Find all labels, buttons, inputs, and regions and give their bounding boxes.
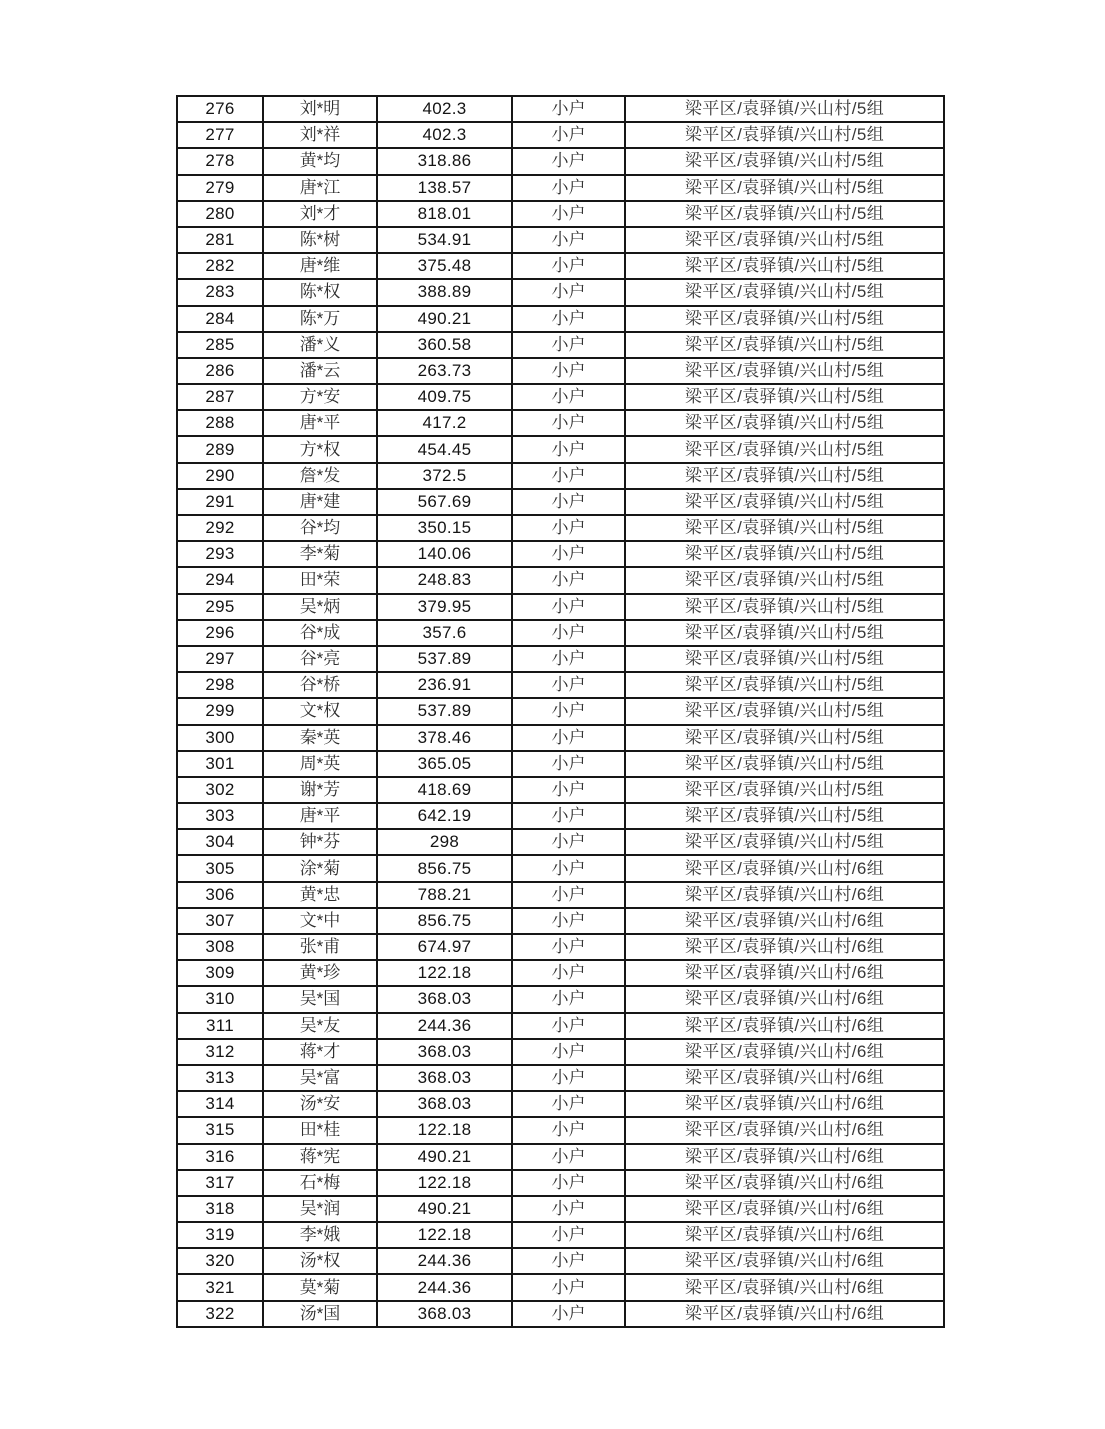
table-row [177, 463, 944, 489]
household-type-cell: 小户 [512, 541, 625, 567]
household-type-cell: 小户 [512, 777, 625, 803]
row-number-cell: 315 [177, 1117, 263, 1143]
household-type-cell: 小户 [512, 1091, 625, 1117]
name-cell: 莫*菊 [263, 1274, 377, 1300]
row-number-cell: 294 [177, 567, 263, 593]
table-row [177, 279, 944, 305]
row-number-cell: 287 [177, 384, 263, 410]
household-type-cell: 小户 [512, 751, 625, 777]
row-number-cell: 313 [177, 1065, 263, 1091]
household-type-cell: 小户 [512, 201, 625, 227]
row-number-cell: 300 [177, 725, 263, 751]
name-cell: 谷*亮 [263, 646, 377, 672]
row-number-cell: 304 [177, 829, 263, 855]
name-cell: 张*甫 [263, 934, 377, 960]
address-cell: 梁平区/袁驿镇/兴山村/5组 [625, 358, 944, 384]
household-type-cell: 小户 [512, 410, 625, 436]
household-type-cell: 小户 [512, 567, 625, 593]
table-row [177, 1170, 944, 1196]
address-cell: 梁平区/袁驿镇/兴山村/5组 [625, 725, 944, 751]
table-row [177, 855, 944, 881]
household-type-cell: 小户 [512, 1065, 625, 1091]
row-number-cell: 302 [177, 777, 263, 803]
amount-cell: 122.18 [377, 1117, 512, 1143]
household-type-cell: 小户 [512, 358, 625, 384]
table-row [177, 908, 944, 934]
address-cell: 梁平区/袁驿镇/兴山村/6组 [625, 1144, 944, 1170]
row-number-cell: 297 [177, 646, 263, 672]
row-number-cell: 299 [177, 698, 263, 724]
table-row [177, 882, 944, 908]
address-cell: 梁平区/袁驿镇/兴山村/5组 [625, 175, 944, 201]
name-cell: 吴*友 [263, 1013, 377, 1039]
row-number-cell: 303 [177, 803, 263, 829]
household-type-cell: 小户 [512, 1170, 625, 1196]
address-cell: 梁平区/袁驿镇/兴山村/6组 [625, 1091, 944, 1117]
amount-cell: 248.83 [377, 567, 512, 593]
table-row [177, 594, 944, 620]
name-cell: 詹*发 [263, 463, 377, 489]
name-cell: 蒋*才 [263, 1039, 377, 1065]
table-row [177, 306, 944, 332]
name-cell: 陈*万 [263, 306, 377, 332]
amount-cell: 454.45 [377, 436, 512, 462]
row-number-cell: 289 [177, 436, 263, 462]
name-cell: 黄*均 [263, 148, 377, 174]
row-number-cell: 309 [177, 960, 263, 986]
table-row [177, 1248, 944, 1274]
row-number-cell: 308 [177, 934, 263, 960]
household-type-cell: 小户 [512, 384, 625, 410]
table-row [177, 253, 944, 279]
row-number-cell: 298 [177, 672, 263, 698]
row-number-cell: 311 [177, 1013, 263, 1039]
row-number-cell: 316 [177, 1144, 263, 1170]
name-cell: 潘*义 [263, 332, 377, 358]
table-row [177, 332, 944, 358]
household-type-cell: 小户 [512, 882, 625, 908]
address-cell: 梁平区/袁驿镇/兴山村/5组 [625, 698, 944, 724]
name-cell: 唐*平 [263, 410, 377, 436]
name-cell: 田*桂 [263, 1117, 377, 1143]
table-row [177, 567, 944, 593]
amount-cell: 360.58 [377, 332, 512, 358]
household-type-cell: 小户 [512, 855, 625, 881]
amount-cell: 263.73 [377, 358, 512, 384]
table-row [177, 1013, 944, 1039]
table-row [177, 227, 944, 253]
amount-cell: 372.5 [377, 463, 512, 489]
row-number-cell: 282 [177, 253, 263, 279]
household-type-cell: 小户 [512, 1274, 625, 1300]
name-cell: 刘*才 [263, 201, 377, 227]
row-number-cell: 277 [177, 122, 263, 148]
row-number-cell: 293 [177, 541, 263, 567]
name-cell: 周*英 [263, 751, 377, 777]
household-type-cell: 小户 [512, 227, 625, 253]
household-type-cell: 小户 [512, 1039, 625, 1065]
address-cell: 梁平区/袁驿镇/兴山村/5组 [625, 410, 944, 436]
amount-cell: 368.03 [377, 1039, 512, 1065]
name-cell: 陈*权 [263, 279, 377, 305]
household-data-table [176, 95, 945, 1328]
address-cell: 梁平区/袁驿镇/兴山村/5组 [625, 148, 944, 174]
household-type-cell: 小户 [512, 332, 625, 358]
table-row [177, 1222, 944, 1248]
row-number-cell: 312 [177, 1039, 263, 1065]
name-cell: 秦*英 [263, 725, 377, 751]
row-number-cell: 276 [177, 96, 263, 122]
table-row [177, 96, 944, 122]
name-cell: 刘*祥 [263, 122, 377, 148]
address-cell: 梁平区/袁驿镇/兴山村/6组 [625, 960, 944, 986]
household-type-cell: 小户 [512, 1117, 625, 1143]
household-type-cell: 小户 [512, 515, 625, 541]
name-cell: 唐*维 [263, 253, 377, 279]
table-row [177, 672, 944, 698]
table-row [177, 803, 944, 829]
row-number-cell: 310 [177, 986, 263, 1012]
row-number-cell: 318 [177, 1196, 263, 1222]
address-cell: 梁平区/袁驿镇/兴山村/5组 [625, 803, 944, 829]
row-number-cell: 284 [177, 306, 263, 332]
name-cell: 石*梅 [263, 1170, 377, 1196]
table-body [177, 96, 944, 1327]
household-type-cell: 小户 [512, 489, 625, 515]
name-cell: 田*荣 [263, 567, 377, 593]
row-number-cell: 288 [177, 410, 263, 436]
household-type-cell: 小户 [512, 698, 625, 724]
amount-cell: 138.57 [377, 175, 512, 201]
amount-cell: 818.01 [377, 201, 512, 227]
household-type-cell: 小户 [512, 934, 625, 960]
address-cell: 梁平区/袁驿镇/兴山村/5组 [625, 751, 944, 777]
address-cell: 梁平区/袁驿镇/兴山村/5组 [625, 829, 944, 855]
address-cell: 梁平区/袁驿镇/兴山村/5组 [625, 227, 944, 253]
table-row [177, 620, 944, 646]
amount-cell: 856.75 [377, 855, 512, 881]
name-cell: 涂*菊 [263, 855, 377, 881]
address-cell: 梁平区/袁驿镇/兴山村/6组 [625, 1301, 944, 1327]
table-row [177, 1091, 944, 1117]
name-cell: 陈*树 [263, 227, 377, 253]
amount-cell: 375.48 [377, 253, 512, 279]
row-number-cell: 292 [177, 515, 263, 541]
table-row [177, 698, 944, 724]
row-number-cell: 306 [177, 882, 263, 908]
table-row [177, 358, 944, 384]
amount-cell: 357.6 [377, 620, 512, 646]
table-row [177, 646, 944, 672]
address-cell: 梁平区/袁驿镇/兴山村/6组 [625, 1170, 944, 1196]
name-cell: 刘*明 [263, 96, 377, 122]
table-row [177, 1274, 944, 1300]
amount-cell: 674.97 [377, 934, 512, 960]
amount-cell: 567.69 [377, 489, 512, 515]
household-type-cell: 小户 [512, 96, 625, 122]
household-type-cell: 小户 [512, 1222, 625, 1248]
amount-cell: 490.21 [377, 1196, 512, 1222]
address-cell: 梁平区/袁驿镇/兴山村/6组 [625, 1117, 944, 1143]
household-type-cell: 小户 [512, 175, 625, 201]
address-cell: 梁平区/袁驿镇/兴山村/6组 [625, 1248, 944, 1274]
address-cell: 梁平区/袁驿镇/兴山村/5组 [625, 201, 944, 227]
table-row [177, 777, 944, 803]
table-row [177, 1144, 944, 1170]
table-row [177, 751, 944, 777]
address-cell: 梁平区/袁驿镇/兴山村/6组 [625, 908, 944, 934]
name-cell: 唐*江 [263, 175, 377, 201]
table-row [177, 986, 944, 1012]
household-type-cell: 小户 [512, 960, 625, 986]
amount-cell: 318.86 [377, 148, 512, 174]
table-row [177, 934, 944, 960]
row-number-cell: 321 [177, 1274, 263, 1300]
amount-cell: 417.2 [377, 410, 512, 436]
address-cell: 梁平区/袁驿镇/兴山村/6组 [625, 882, 944, 908]
amount-cell: 379.95 [377, 594, 512, 620]
row-number-cell: 301 [177, 751, 263, 777]
household-type-cell: 小户 [512, 1144, 625, 1170]
row-number-cell: 279 [177, 175, 263, 201]
address-cell: 梁平区/袁驿镇/兴山村/6组 [625, 1196, 944, 1222]
amount-cell: 244.36 [377, 1274, 512, 1300]
household-type-cell: 小户 [512, 725, 625, 751]
address-cell: 梁平区/袁驿镇/兴山村/6组 [625, 855, 944, 881]
name-cell: 汤*安 [263, 1091, 377, 1117]
row-number-cell: 295 [177, 594, 263, 620]
household-type-cell: 小户 [512, 1196, 625, 1222]
table-row [177, 410, 944, 436]
table-row [177, 384, 944, 410]
name-cell: 李*菊 [263, 541, 377, 567]
table-row [177, 1039, 944, 1065]
address-cell: 梁平区/袁驿镇/兴山村/5组 [625, 489, 944, 515]
amount-cell: 402.3 [377, 96, 512, 122]
table-row [177, 175, 944, 201]
amount-cell: 368.03 [377, 1091, 512, 1117]
address-cell: 梁平区/袁驿镇/兴山村/5组 [625, 96, 944, 122]
table-row [177, 489, 944, 515]
household-type-cell: 小户 [512, 463, 625, 489]
address-cell: 梁平区/袁驿镇/兴山村/6组 [625, 1274, 944, 1300]
amount-cell: 122.18 [377, 1170, 512, 1196]
name-cell: 文*中 [263, 908, 377, 934]
name-cell: 李*娥 [263, 1222, 377, 1248]
name-cell: 汤*权 [263, 1248, 377, 1274]
amount-cell: 368.03 [377, 1065, 512, 1091]
row-number-cell: 281 [177, 227, 263, 253]
name-cell: 谢*芳 [263, 777, 377, 803]
address-cell: 梁平区/袁驿镇/兴山村/5组 [625, 306, 944, 332]
name-cell: 吴*润 [263, 1196, 377, 1222]
address-cell: 梁平区/袁驿镇/兴山村/5组 [625, 777, 944, 803]
amount-cell: 122.18 [377, 1222, 512, 1248]
row-number-cell: 322 [177, 1301, 263, 1327]
row-number-cell: 307 [177, 908, 263, 934]
address-cell: 梁平区/袁驿镇/兴山村/5组 [625, 122, 944, 148]
household-type-cell: 小户 [512, 803, 625, 829]
household-type-cell: 小户 [512, 122, 625, 148]
name-cell: 吴*炳 [263, 594, 377, 620]
row-number-cell: 286 [177, 358, 263, 384]
name-cell: 唐*平 [263, 803, 377, 829]
row-number-cell: 283 [177, 279, 263, 305]
name-cell: 吴*国 [263, 986, 377, 1012]
household-type-cell: 小户 [512, 829, 625, 855]
household-type-cell: 小户 [512, 594, 625, 620]
address-cell: 梁平区/袁驿镇/兴山村/5组 [625, 620, 944, 646]
table-row [177, 1065, 944, 1091]
household-type-cell: 小户 [512, 1301, 625, 1327]
address-cell: 梁平区/袁驿镇/兴山村/6组 [625, 934, 944, 960]
row-number-cell: 296 [177, 620, 263, 646]
household-type-cell: 小户 [512, 279, 625, 305]
amount-cell: 122.18 [377, 960, 512, 986]
table-row [177, 201, 944, 227]
address-cell: 梁平区/袁驿镇/兴山村/5组 [625, 672, 944, 698]
amount-cell: 244.36 [377, 1248, 512, 1274]
table-row [177, 148, 944, 174]
name-cell: 谷*桥 [263, 672, 377, 698]
row-number-cell: 280 [177, 201, 263, 227]
address-cell: 梁平区/袁驿镇/兴山村/5组 [625, 463, 944, 489]
amount-cell: 378.46 [377, 725, 512, 751]
table-row [177, 122, 944, 148]
name-cell: 汤*国 [263, 1301, 377, 1327]
table-row [177, 960, 944, 986]
row-number-cell: 291 [177, 489, 263, 515]
amount-cell: 537.89 [377, 646, 512, 672]
address-cell: 梁平区/袁驿镇/兴山村/5组 [625, 436, 944, 462]
row-number-cell: 285 [177, 332, 263, 358]
amount-cell: 409.75 [377, 384, 512, 410]
table-row [177, 1196, 944, 1222]
address-cell: 梁平区/袁驿镇/兴山村/6组 [625, 1065, 944, 1091]
address-cell: 梁平区/袁驿镇/兴山村/5组 [625, 515, 944, 541]
row-number-cell: 317 [177, 1170, 263, 1196]
amount-cell: 856.75 [377, 908, 512, 934]
name-cell: 吴*富 [263, 1065, 377, 1091]
address-cell: 梁平区/袁驿镇/兴山村/6组 [625, 986, 944, 1012]
amount-cell: 490.21 [377, 306, 512, 332]
row-number-cell: 320 [177, 1248, 263, 1274]
table-row [177, 1301, 944, 1327]
amount-cell: 298 [377, 829, 512, 855]
household-type-cell: 小户 [512, 1248, 625, 1274]
household-type-cell: 小户 [512, 306, 625, 332]
amount-cell: 788.21 [377, 882, 512, 908]
household-type-cell: 小户 [512, 646, 625, 672]
name-cell: 方*安 [263, 384, 377, 410]
name-cell: 黄*忠 [263, 882, 377, 908]
amount-cell: 140.06 [377, 541, 512, 567]
amount-cell: 236.91 [377, 672, 512, 698]
address-cell: 梁平区/袁驿镇/兴山村/5组 [625, 567, 944, 593]
address-cell: 梁平区/袁驿镇/兴山村/5组 [625, 541, 944, 567]
household-type-cell: 小户 [512, 620, 625, 646]
amount-cell: 388.89 [377, 279, 512, 305]
address-cell: 梁平区/袁驿镇/兴山村/5组 [625, 253, 944, 279]
name-cell: 唐*建 [263, 489, 377, 515]
household-type-cell: 小户 [512, 908, 625, 934]
amount-cell: 365.05 [377, 751, 512, 777]
amount-cell: 642.19 [377, 803, 512, 829]
table-row [177, 436, 944, 462]
address-cell: 梁平区/袁驿镇/兴山村/5组 [625, 646, 944, 672]
row-number-cell: 314 [177, 1091, 263, 1117]
amount-cell: 418.69 [377, 777, 512, 803]
name-cell: 钟*芬 [263, 829, 377, 855]
table-row [177, 515, 944, 541]
table-row [177, 541, 944, 567]
row-number-cell: 290 [177, 463, 263, 489]
household-type-cell: 小户 [512, 672, 625, 698]
household-type-cell: 小户 [512, 436, 625, 462]
name-cell: 潘*云 [263, 358, 377, 384]
household-type-cell: 小户 [512, 148, 625, 174]
row-number-cell: 319 [177, 1222, 263, 1248]
address-cell: 梁平区/袁驿镇/兴山村/5组 [625, 279, 944, 305]
amount-cell: 350.15 [377, 515, 512, 541]
row-number-cell: 278 [177, 148, 263, 174]
address-cell: 梁平区/袁驿镇/兴山村/6组 [625, 1013, 944, 1039]
name-cell: 蒋*宪 [263, 1144, 377, 1170]
table-row [177, 829, 944, 855]
address-cell: 梁平区/袁驿镇/兴山村/6组 [625, 1222, 944, 1248]
amount-cell: 537.89 [377, 698, 512, 724]
address-cell: 梁平区/袁驿镇/兴山村/5组 [625, 332, 944, 358]
amount-cell: 368.03 [377, 986, 512, 1012]
address-cell: 梁平区/袁驿镇/兴山村/5组 [625, 384, 944, 410]
table-row [177, 725, 944, 751]
address-cell: 梁平区/袁驿镇/兴山村/6组 [625, 1039, 944, 1065]
name-cell: 谷*成 [263, 620, 377, 646]
name-cell: 文*权 [263, 698, 377, 724]
name-cell: 方*权 [263, 436, 377, 462]
household-type-cell: 小户 [512, 253, 625, 279]
amount-cell: 368.03 [377, 1301, 512, 1327]
household-type-cell: 小户 [512, 986, 625, 1012]
amount-cell: 490.21 [377, 1144, 512, 1170]
name-cell: 谷*均 [263, 515, 377, 541]
amount-cell: 534.91 [377, 227, 512, 253]
table-row [177, 1117, 944, 1143]
household-type-cell: 小户 [512, 1013, 625, 1039]
amount-cell: 244.36 [377, 1013, 512, 1039]
amount-cell: 402.3 [377, 122, 512, 148]
row-number-cell: 305 [177, 855, 263, 881]
address-cell: 梁平区/袁驿镇/兴山村/5组 [625, 594, 944, 620]
name-cell: 黄*珍 [263, 960, 377, 986]
